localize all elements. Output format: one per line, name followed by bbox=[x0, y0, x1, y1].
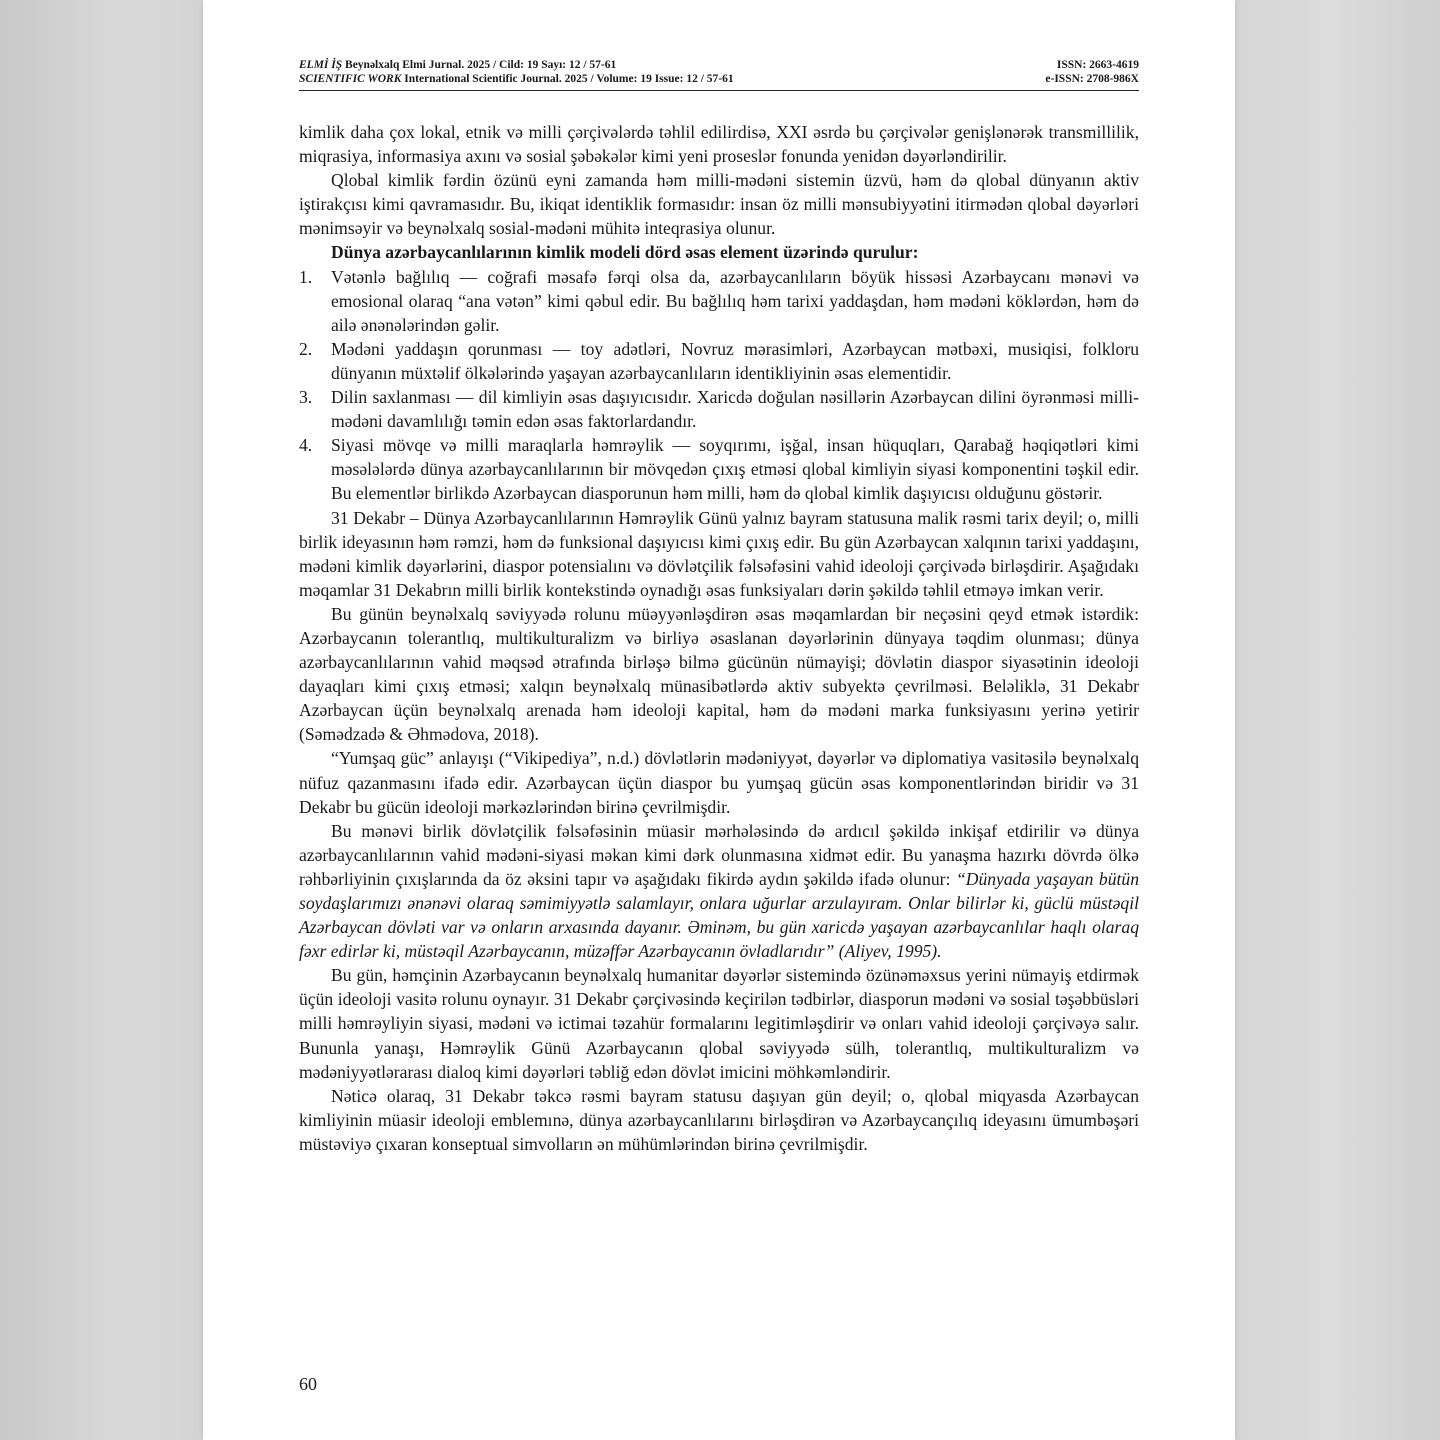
paragraph-7: Bu gün, həmçinin Azərbaycanın beynəlxalq humanitar dəyərlər sistemində özünəməxsus yerini nümayiş etdirmək üçün ideoloji vasitə rolunu oynayır. 31 Dekabr çərçivəsində keçirilən tədbirlər, diasporun mədəni və sosial təşəbbüsləri milli həmrəyliyin siyasi, mədəni və ictimai təzahür formalarını legitimləşdirir və onları vahid ideoloji çərçivəyə salır. Bununla yanaşı, Həmrəylik Günü Azərbaycanın qlobal səviyyədə sülh, tolerantlıq, multikulturalizm və mədəniyyətlərarası dialoq kimi dəyərləri təbliğ edən dövlət imicini möhkəmləndirir. bbox=[299, 965, 1139, 1082]
list-item bbox=[299, 385, 1139, 433]
header-row-1 bbox=[299, 58, 1139, 72]
list-text: Vətənlə bağlılıq — coğrafi məsafə fərqi olsa da, azərbaycanlıların böyük hissəsi Azərbaycanı mənəvi və emosional olaraq “ana vətən” kimi qəbul edir. Bu bağlılıq həm tarixi yaddaşdan, həm mədəni köklərdən, həm də ailə ənənələrindən gəlir. bbox=[331, 266, 1139, 335]
aliyev-quote: “Dünyada yaşayan bütün soydaşlarımızı ənənəvi olaraq səmimiyyətlə salamlayır, onlara uğurlar arzulayıram. Onlar bilirlər ki, güclü müstəqil Azərbaycan dövləti var və onların arxasında dayanır. Əminəm, bu gün xaricdə yaşayan azərbaycanlılar haqlı olaraq fəxr edirlər ki, müstəqil Azərbaycanın, müzəffər Azərbaycanın övladlarıdır” (Aliyev, 1995). bbox=[299, 868, 1139, 962]
identity-elements-list bbox=[299, 265, 1139, 506]
list-number: 3. bbox=[299, 387, 313, 408]
identity-model-heading: Dünya azərbaycanlılarının kimlik modeli dörd əsas element üzərində qurulur: bbox=[331, 242, 919, 263]
paragraph-2: Qlobal kimlik fərdin özünü eyni zamanda həm milli-mədəni sistemin üzvü, həm də qlobal dünyanın aktiv iştirakçısı kimi qavramasıdır. Bu, ikiqat identiklik formasıdır: insan öz milli mənsubiyyətini itirmədən qlobal dəyərləri mənimsəyir və beynəlxalq sosial-mədəni mühitə inteqrasiya olunur. bbox=[299, 170, 1139, 239]
journal-details-en: International Scientific Journal. 2025 / Volume: 19 Issue: 12 / 57-61 bbox=[401, 73, 734, 85]
e-issn: e-ISSN: 2708-986X bbox=[1045, 73, 1139, 85]
journal-header bbox=[299, 58, 1139, 86]
list-number: 4. bbox=[299, 435, 313, 456]
paragraph-3: 31 Dekabr – Dünya Azərbaycanlılarının Həmrəylik Günü yalnız bayram statusuna malik rəsmi tarix deyil; o, milli birlik ideyasının həm rəmzi, həm də funksional daşıyıcısı kimi çıxış edir. Bu gün Azərbaycan xalqının tarixi yaddaşını, mədəni kimlik dəyərlərini, diaspor potensialını və dövlətçilik fəlsəfəsini vahid ideoloji çərçivədə birləşdirir. Aşağıdakı məqamlar 31 Dekabrın milli birlik kontekstində oynadığı əsas funksiyaları dərin şəkildə təhlil etməyə imkan verir. bbox=[299, 507, 1139, 600]
page-number: 60 bbox=[299, 1374, 317, 1394]
paragraph-1: kimlik daha çox lokal, etnik və milli çərçivələrdə təhlil edilirdisə, XXI əsrdə bu çərçivələr genişlənərək transmillilik, miqrasiya, informasiya axını və sosial şəbəkələr kimi yeni proseslər fonunda yenidən dəyərləndirilir. bbox=[299, 122, 1139, 167]
paragraph-6 bbox=[299, 819, 1139, 964]
header-divider bbox=[299, 90, 1139, 91]
issn: ISSN: 2663-4619 bbox=[1056, 59, 1139, 71]
paragraph-5: “Yumşaq güc” anlayışı (“Vikipediya”, n.d.) dövlətlərin mədəniyyət, dəyərlər və diplomatiya vasitəsilə beynəlxalq nüfuz qazanmasını ifadə edir. Azərbaycan üçün diaspor bu yumşaq gücün əsas komponentlərindən biridir və 31 Dekabr bu gücün ideoloji mərkəzlərindən birinə çevrilmişdir. bbox=[299, 748, 1139, 817]
document-page bbox=[203, 0, 1235, 1440]
header-journal-az bbox=[299, 58, 616, 72]
article-body bbox=[299, 120, 1139, 1156]
header-row-2 bbox=[299, 72, 1139, 86]
paragraph-8: Nəticə olaraq, 31 Dekabr təkcə rəsmi bayram statusu daşıyan gün deyil; o, qlobal miqyasda Azərbaycan kimliyinin müasir ideoloji emblemınə, dünya azərbaycanlılarını birləşdirən və Azərbaycançılıq ideyasını ümumbəşəri müstəviyə çıxaran konseptual simvolların ən mühümlərindən birinə çevrilmişdir. bbox=[299, 1085, 1139, 1154]
list-item bbox=[299, 337, 1139, 385]
list-number: 2. bbox=[299, 338, 313, 359]
journal-name-az: ELMİ İŞ bbox=[299, 59, 343, 71]
list-item bbox=[299, 265, 1139, 337]
list-text: Dilin saxlanması — dil kimliyin əsas daşıyıcısıdır. Xaricdə doğulan nəsillərin Azərbaycan dilini öyrənməsi milli-mədəni davamlılığı təmin edən əsas faktorlardandır. bbox=[331, 387, 1139, 432]
journal-details-az: Beynəlxalq Elmi Jurnal. 2025 / Cild: 19 Sayı: 12 / 57-61 bbox=[342, 59, 617, 71]
list-text: Mədəni yaddaşın qorunması — toy adətləri, Novruz mərasimləri, Azərbaycan mətbəxi, musiqisi, folkloru dünyanın müxtəlif ölkələrində yaşayan azərbaycanlıların identikliyinin əsas elementidir. bbox=[331, 338, 1139, 383]
header-journal-en bbox=[299, 72, 734, 86]
list-number: 1. bbox=[299, 266, 313, 287]
list-item bbox=[299, 433, 1139, 505]
paragraph-6-text: Bu mənəvi birlik dövlətçilik fəlsəfəsinin müasir mərhələsində də ardıcıl şəkildə inkişaf etdirilir və dünya azərbaycanlılarının vahid mədəni-siyasi məkan kimi dərk olunmasına xidmət edir. Bu yanaşma hazırkı dövrdə ölkə rəhbərliyinin çıxışlarında da öz əksini tapır və aşağıdakı fikirdə aydın şəkildə ifadə olunur: bbox=[299, 820, 1139, 889]
paragraph-4: Bu günün beynəlxalq səviyyədə rolunu müəyyənləşdirən əsas məqamlardan bir neçəsini qeyd etmək istərdik: Azərbaycanın tolerantlıq, multikulturalizm və birliyə əsaslanan dəyərlərinin dünyaya təqdim olunması; dünya azərbaycanlılarının vahid məqsəd ətrafında birləşə bilmə gücünün nümayişi; dövlətin diaspor siyasətinin ideoloji dayaqları kimi çıxış etməsi; xalqın beynəlxalq münasibətlərdə aktiv subyektə çevrilməsi. Beləliklə, 31 Dekabr Azərbaycan üçün beynəlxalq arenada həm ideoloji kapital, həm də mədəni marka funksiyasını yerinə yetirir (Səmədzadə & Əhmədova, 2018). bbox=[299, 603, 1139, 745]
journal-name-en: SCIENTIFIC WORK bbox=[299, 73, 402, 85]
list-text: Siyasi mövqe və milli maraqlarla həmrəylik — soyqırımı, işğal, insan hüquqları, Qarabağ həqiqətləri kimi məsələlərdə dünya azərbaycanlılarının bir mövqedən çıxış etməsi qlobal kimliyin siyasi komponentini təşkil edir. Bu elementlər birlikdə Azərbaycan diasporunun həm milli, həm də qlobal kimlik daşıyıcısı olduğunu göstərir. bbox=[331, 435, 1139, 504]
